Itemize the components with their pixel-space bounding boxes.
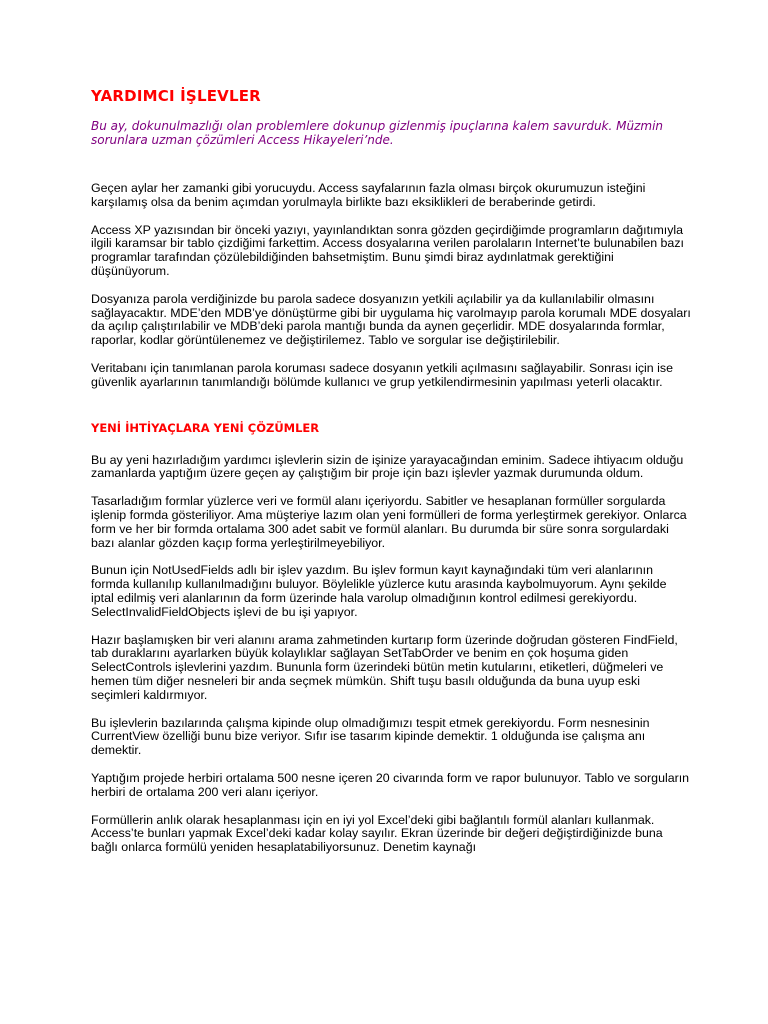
body-paragraph: Tasarladığım formlar yüzlerce veri ve formül alanı içeriyordu. Sabitler ve hesaplanan formüller sorgularda işlenip formda gösteriliyor. Ama müşteriye lazım olan yeni formülleri de forma yerleştirmek gerekiyor. Onlarca form ve her bir formda ortalama 300 adet sabit ve formül alanları. Bu durumda bir süre sonra sorgulardaki bazı alanlar gözden kaçıp forma yerleştirilmeyebiliyor. xyxy=(91,494,687,550)
intro-paragraph: Bu ay, dokunulmazlığı olan problemlere dokunup gizlenmiş ipuçlarına kalem savurduk. Müzmin sorunlara uzman çözümleri Access Hikayeleri’nde. xyxy=(91,119,664,147)
body-paragraph: Bu ay yeni hazırladığım yardımcı işlevlerin sizin de işinize yarayacağından eminim. Sadece ihtiyacım olduğu zamanlarda yaptığım üzere geçen ay çalıştığım bir proje için bazı işlevler yazmak durumunda oldum. xyxy=(91,452,684,481)
body-paragraph: Bu işlevlerin bazılarında çalışma kipinde olup olmadığımızı tespit etmek gerekiyordu. Form nesnesinin CurrentView özelliği bunu bize veriyor. Sıfır ise tasarım kipinde demektir. 1 olduğunda ise çalışma anı demektir. xyxy=(91,715,650,758)
document-page xyxy=(91,86,691,855)
body-paragraph: Veritabanı için tanımlanan parola koruması sadece dosyanın yetkili açılmasını sağlayabilir. Sonrası için ise güvenlik ayarlarının tanımlandığı bölümde kullanıcı ve grup yetkilendirmesinin yapılması yeterli olacaktır. xyxy=(91,360,673,389)
body-paragraph: Formüllerin anlık olarak hesaplanması için en iyi yol Excel’deki gibi bağlantılı formül alanları kullanmak. Access’te bunları yapmak Excel’deki kadar kolay sayılır. Ekran üzerinde bir değeri değiştirdiğinizde buna bağlı onlarca formülü yeniden hesaplatabiliyorsunuz. Denetim kaynağı xyxy=(91,812,663,855)
body-paragraph: Yaptığım projede herbiri ortalama 500 nesne içeren 20 civarında form ve rapor bulunuyor. Tablo ve sorguların herbiri de ortalama 200 veri alanı içeriyor. xyxy=(91,770,690,799)
section-subtitle: YENİ İHTİYAÇLARA YENİ ÇÖZÜMLER xyxy=(91,420,320,435)
body-paragraph: Bunun için NotUsedFields adlı bir işlev yazdım. Bu işlev formun kayıt kaynağındaki tüm veri alanlarının formda kullanılıp kullanılmadığını buluyor. Böylelikle yüzlerce kutu arasında kaybolmuyorum. Aynı şekilde iptal edilmiş veri alanlarının da form üzerinde hala varolup olmadığının kontrol edilmesi gerekiyordu. SelectInvalidFieldObjects işlevi de bu işi yapıyor. xyxy=(91,563,667,619)
body-paragraph: Geçen aylar her zamanki gibi yorucuydu. Access sayfalarının fazla olması birçok okurumuzun isteğini karşılamış olsa da benim açımdan yorulmayla birlikte bazı eksiklikleri de beraberinde getirdi. xyxy=(91,181,646,209)
body-paragraph: Hazır başlamışken bir veri alanını arama zahmetinden kurtarıp form üzerinde doğrudan gösteren FindField, tab duraklarını ayarlarken büyük kolaylıklar sağlayan SetTabOrder ve benim en çok hoşuma giden SelectControls işlevlerini yazdım. Bununla form üzerindeki bütün metin kutularını, etiketleri, düğmeleri ve hemen tüm diğer nesneleri bir anda seçmek mümkün. Shift tuşu basılı olduğunda da buna uyup eski seçimleri kaldırmıyor. xyxy=(91,632,678,702)
body-paragraph: Access XP yazısından bir önceki yazıyı, yayınlandıktan sonra gözden geçirdiğimde programların dağıtımıyla ilgili karamsar bir tablo çizdiğimi farkettim. Access dosyalarına verilen parolaların Internet’te bulunabilen bazı programlar tarafından çözülebildiğinden bahsetmiştim. Bunu şimdi biraz aydınlatmak gerektiğini düşünüyorum. xyxy=(91,222,684,278)
body-paragraph: Dosyanıza parola verdiğinizde bu parola sadece dosyanızın yetkili açılabilir ya da kullanılabilir olmasını sağlayacaktır. MDE’den MDB’ye dönüştürme gibi bir uygulama hiç varolmayıp parola korumalı MDE dosyaları da açılıp çalıştırılabilir ve MDB’deki parola mantığı bunda da aynen geçerlidir. MDE dosyalarında formlar, raporlar, kodlar görüntülenemez ve değiştirilemez. Tablo ve sorgular ise değiştirilebilir. xyxy=(91,291,691,348)
page-title: YARDIMCI İŞLEVLER xyxy=(91,87,261,105)
